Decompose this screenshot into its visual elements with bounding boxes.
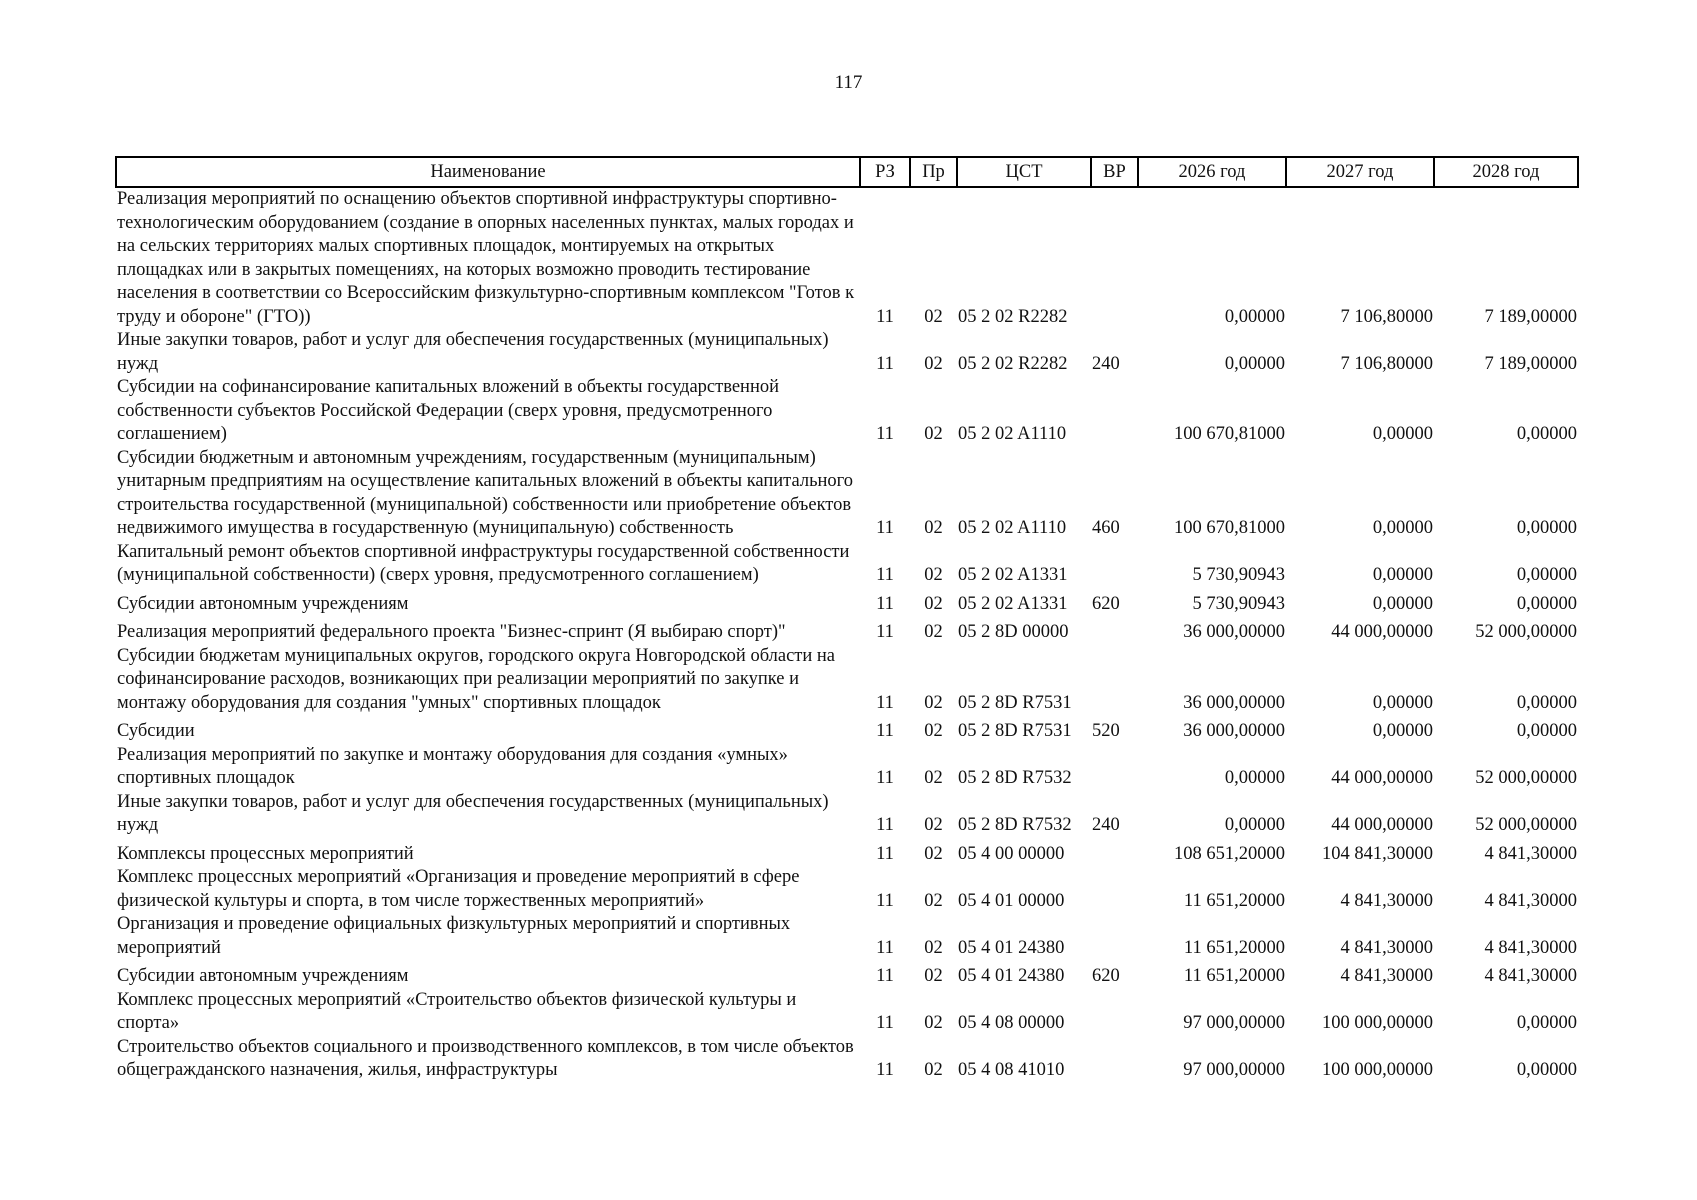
row-pr: 02 (924, 721, 943, 741)
row-name: Субсидии бюджетным и автономным учреждениям, государственным (муниципальным) унитарным предприятиям на осуществление капитальных вложений в объекты капитального строительства государственной (муниципальной) собственности или приобретение объектов недвижимого имущества в государственную (муниципальную) собственность (117, 447, 854, 538)
row-2026: 5 730,90943 (1192, 593, 1285, 614)
header-vr: ВР (1091, 157, 1138, 187)
row-2027: 104 841,30000 (1322, 843, 1433, 864)
row-vr (1091, 744, 1138, 791)
row-2028: 4 841,30000 (1484, 937, 1577, 958)
row-2026: 0,00000 (1224, 768, 1285, 788)
row-pr: 02 (924, 518, 943, 538)
row-2027: 0,00000 (1372, 692, 1433, 713)
row-2026: 11 651,20000 (1183, 937, 1285, 958)
row-cst: 05 4 01 24380 (958, 937, 1065, 958)
row-vr: 520 (1092, 721, 1120, 741)
row-rz: 11 (876, 518, 894, 538)
row-vr (1091, 989, 1138, 1036)
row-cst: 05 4 08 00000 (958, 1013, 1065, 1033)
row-pr: 02 (924, 937, 943, 958)
table-row (116, 376, 1578, 447)
row-rz: 11 (876, 721, 894, 741)
row-name: Субсидии автономным учреждениям (117, 593, 409, 614)
row-name: Комплекс процессных мероприятий «Организация и проведение мероприятий в сфере физической культуры и спорта, в том числе торжественных мероприятий» (117, 867, 800, 911)
table-row (116, 1036, 1578, 1083)
row-2028: 7 189,00000 (1484, 353, 1577, 374)
row-pr: 02 (924, 424, 943, 444)
row-vr (1091, 187, 1138, 329)
row-2028: 52 000,00000 (1475, 622, 1577, 642)
table-row (116, 588, 1578, 617)
row-pr: 02 (924, 768, 943, 788)
row-2028: 4 841,30000 (1484, 843, 1577, 864)
header-cst: ЦСТ (957, 157, 1091, 187)
row-2026: 0,00000 (1224, 815, 1285, 835)
row-vr (1091, 376, 1138, 447)
row-2028: 0,00000 (1516, 721, 1577, 741)
row-name: Реализация мероприятий по оснащению объектов спортивной инфраструктуры спортивно-технологическим оборудованием (создание в опорных населенных пунктах, малых городах и на сельских территориях малых спортивных площадок, монтируемых на открытых площадках или в закрытых помещениях, на которых возможно проводить тестирование населения в соответствии со Всероссийским физкультурно-спортивным комплексом "Готов к труду и обороне" (ГТО)) (117, 189, 855, 327)
row-2028: 52 000,00000 (1475, 768, 1577, 788)
header-pr: Пр (910, 157, 957, 187)
row-name: Субсидии на софинансирование капитальных вложений в объекты государственной собственности субъектов Российской Федерации (сверх уровня, предусмотренного соглашением) (117, 377, 779, 444)
row-cst: 05 2 02 A1331 (958, 565, 1068, 585)
row-name: Субсидии автономным учреждениям (117, 966, 409, 986)
row-name: Субсидии бюджетам муниципальных округов, городского округа Новгородской области на софинансирование расходов, возникающих при реализации мероприятий по закупке и монтажу оборудования для создания "умных" спортивных площадок (117, 645, 836, 713)
row-cst: 05 2 02 A1110 (958, 424, 1067, 444)
row-pr: 02 (924, 565, 943, 585)
row-cst: 05 2 8D 00000 (958, 622, 1069, 642)
row-rz: 11 (876, 593, 894, 614)
row-pr: 02 (924, 843, 943, 864)
row-2026: 100 670,81000 (1174, 424, 1285, 444)
row-name: Реализация мероприятий федерального проекта "Бизнес-спринт (Я выбираю спорт)" (117, 622, 786, 642)
row-cst: 05 2 02 R2282 (958, 353, 1068, 374)
page-number: 117 (834, 72, 863, 93)
table-header-row (116, 157, 1578, 187)
row-2026: 0,00000 (1224, 306, 1285, 327)
row-pr: 02 (924, 890, 943, 911)
row-2028: 0,00000 (1516, 593, 1577, 614)
row-cst: 05 2 8D R7531 (958, 721, 1072, 741)
table-row (116, 715, 1578, 744)
row-cst: 05 4 08 41010 (958, 1060, 1065, 1080)
row-rz: 11 (876, 306, 894, 327)
row-name: Реализация мероприятий по закупке и монтажу оборудования для создания «умных» спортивных площадок (117, 744, 788, 788)
row-rz: 11 (876, 1013, 894, 1033)
row-rz: 11 (876, 843, 894, 864)
row-vr (1091, 1036, 1138, 1083)
row-2026: 36 000,00000 (1183, 622, 1285, 642)
table-row (116, 791, 1578, 838)
row-cst: 05 2 02 A1331 (958, 593, 1068, 614)
row-2028: 52 000,00000 (1475, 815, 1577, 835)
row-vr: 620 (1092, 593, 1120, 614)
row-2026: 11 651,20000 (1183, 966, 1285, 986)
row-vr (1091, 866, 1138, 913)
row-2027: 44 000,00000 (1331, 768, 1433, 788)
row-2028: 0,00000 (1516, 424, 1577, 444)
row-2027: 44 000,00000 (1331, 815, 1433, 835)
row-2027: 0,00000 (1372, 565, 1433, 585)
row-2027: 4 841,30000 (1340, 890, 1433, 911)
header-2028: 2028 год (1434, 157, 1578, 187)
row-vr (1091, 645, 1138, 716)
row-pr: 02 (924, 593, 943, 614)
row-cst: 05 2 8D R7531 (958, 692, 1072, 713)
row-vr (1091, 838, 1138, 867)
row-rz: 11 (876, 966, 894, 986)
row-cst: 05 2 8D R7532 (958, 768, 1072, 788)
row-rz: 11 (876, 937, 894, 958)
row-2027: 0,00000 (1372, 424, 1433, 444)
row-rz: 11 (876, 622, 894, 642)
row-name: Иные закупки товаров, работ и услуг для обеспечения государственных (муниципальных) нужд (117, 330, 829, 374)
row-2027: 0,00000 (1372, 518, 1433, 538)
header-2026: 2026 год (1138, 157, 1286, 187)
row-2027: 7 106,80000 (1340, 306, 1433, 327)
table-row (116, 616, 1578, 645)
table-row (116, 866, 1578, 913)
row-2026: 11 651,20000 (1183, 890, 1285, 911)
row-pr: 02 (924, 692, 943, 713)
row-rz: 11 (876, 424, 894, 444)
row-name: Комплексы процессных мероприятий (117, 843, 414, 864)
row-pr: 02 (924, 353, 943, 374)
row-cst: 05 2 02 R2282 (958, 306, 1068, 327)
row-cst: 05 4 01 24380 (958, 966, 1065, 986)
row-rz: 11 (876, 353, 894, 374)
row-2028: 0,00000 (1516, 692, 1577, 713)
row-cst: 05 4 01 00000 (958, 890, 1065, 911)
row-2027: 0,00000 (1372, 721, 1433, 741)
row-2027: 7 106,80000 (1340, 353, 1433, 374)
row-pr: 02 (924, 1013, 943, 1033)
row-2027: 44 000,00000 (1331, 622, 1433, 642)
row-pr: 02 (924, 1060, 943, 1080)
row-2026: 0,00000 (1224, 353, 1285, 374)
row-rz: 11 (876, 815, 894, 835)
row-rz: 11 (876, 890, 894, 911)
row-rz: 11 (876, 565, 894, 585)
table-row (116, 187, 1578, 329)
row-vr (1091, 913, 1138, 960)
table-row (116, 989, 1578, 1036)
row-rz: 11 (876, 768, 894, 788)
row-vr: 240 (1092, 353, 1120, 374)
row-2026: 100 670,81000 (1174, 518, 1285, 538)
row-2028: 0,00000 (1516, 518, 1577, 538)
table-row (116, 541, 1578, 588)
budget-table (115, 156, 1579, 1083)
row-rz: 11 (876, 1060, 894, 1080)
header-rz: РЗ (860, 157, 910, 187)
row-2026: 36 000,00000 (1183, 692, 1285, 713)
row-2026: 5 730,90943 (1192, 565, 1285, 585)
row-2027: 100 000,00000 (1322, 1060, 1433, 1080)
row-vr: 620 (1092, 966, 1120, 986)
row-pr: 02 (924, 966, 943, 986)
row-2028: 0,00000 (1516, 1060, 1577, 1080)
table-row (116, 447, 1578, 541)
row-2026: 97 000,00000 (1183, 1060, 1285, 1080)
row-name: Строительство объектов социального и производственного комплексов, в том числе объектов общегражданского назначения, жилья, инфраструктуры (117, 1036, 854, 1080)
table-row (116, 645, 1578, 716)
row-vr (1091, 541, 1138, 588)
row-2028: 7 189,00000 (1484, 306, 1577, 327)
row-name: Иные закупки товаров, работ и услуг для обеспечения государственных (муниципальных) нужд (117, 791, 829, 835)
row-2027: 100 000,00000 (1322, 1013, 1433, 1033)
row-2028: 4 841,30000 (1484, 966, 1577, 986)
row-2028: 0,00000 (1516, 565, 1577, 585)
row-cst: 05 2 8D R7532 (958, 815, 1072, 835)
row-name: Субсидии (117, 721, 195, 741)
row-2027: 4 841,30000 (1340, 966, 1433, 986)
table-row (116, 913, 1578, 960)
row-rz: 11 (876, 692, 894, 713)
row-cst: 05 2 02 A1110 (958, 518, 1067, 538)
row-2026: 97 000,00000 (1183, 1013, 1285, 1033)
table-row (116, 329, 1578, 376)
row-name: Организация и проведение официальных физкультурных мероприятий и спортивных мероприятий (117, 914, 791, 958)
row-pr: 02 (924, 622, 943, 642)
row-vr: 240 (1092, 815, 1120, 835)
table-row (116, 744, 1578, 791)
table-row (116, 960, 1578, 989)
row-2026: 36 000,00000 (1183, 721, 1285, 741)
row-name: Комплекс процессных мероприятий «Строительство объектов физической культуры и спорта» (117, 989, 797, 1033)
row-pr: 02 (924, 306, 943, 327)
row-cst: 05 4 00 00000 (958, 843, 1065, 864)
row-name: Капитальный ремонт объектов спортивной инфраструктуры государственной собственности (муниципальной собственности) (сверх уровня, предусмотренного соглашением) (117, 541, 850, 585)
row-vr: 460 (1092, 518, 1120, 538)
row-2027: 0,00000 (1372, 593, 1433, 614)
row-pr: 02 (924, 815, 943, 835)
table-row (116, 838, 1578, 867)
row-vr (1091, 616, 1138, 645)
row-2028: 0,00000 (1516, 1013, 1577, 1033)
row-2026: 108 651,20000 (1174, 843, 1285, 864)
row-2027: 4 841,30000 (1340, 937, 1433, 958)
header-2027: 2027 год (1286, 157, 1434, 187)
header-name: Наименование (116, 157, 860, 187)
row-2028: 4 841,30000 (1484, 890, 1577, 911)
